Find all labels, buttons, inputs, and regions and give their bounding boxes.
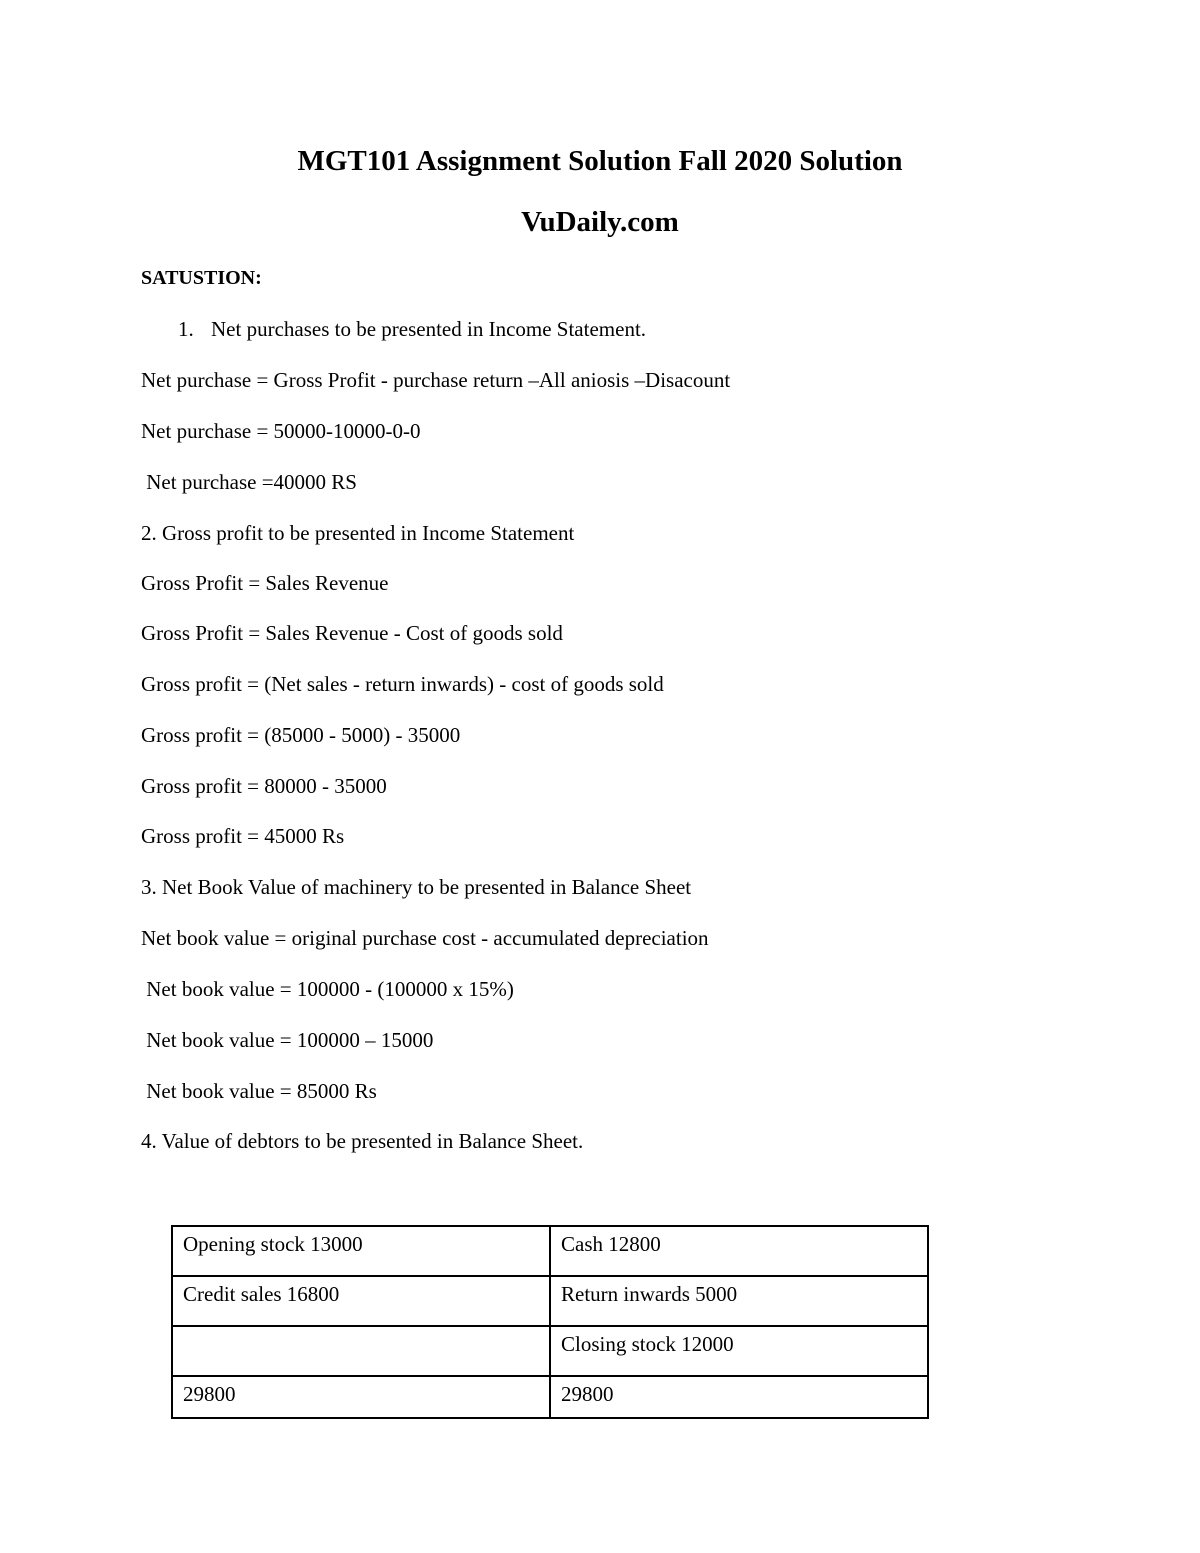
text-line: Net book value = 100000 – 15000 — [141, 1028, 434, 1052]
table-row — [172, 1226, 928, 1276]
table-cell: Cash 12800 — [550, 1226, 928, 1276]
table-cell: Closing stock 12000 — [550, 1326, 928, 1376]
text-line: 4. Value of debtors to be presented in Balance Sheet. — [141, 1129, 584, 1153]
table-cell: Credit sales 16800 — [172, 1276, 550, 1326]
debtors-table — [171, 1225, 929, 1419]
text-line: Net book value = 100000 - (100000 x 15%) — [141, 977, 514, 1001]
table-row — [172, 1326, 928, 1376]
table-cell: Opening stock 13000 — [172, 1226, 550, 1276]
text-line: Net purchase = Gross Profit - purchase return –All aniosis –Disacount — [141, 368, 731, 392]
table-cell: 29800 — [550, 1376, 928, 1418]
text-line: 2. Gross profit to be presented in Income Statement — [141, 521, 575, 545]
text-line: Gross profit = (Net sales - return inwards) - cost of goods sold — [141, 672, 664, 696]
list-item-text: Net purchases to be presented in Income Statement. — [211, 317, 647, 341]
text-line: Net purchase =40000 RS — [141, 470, 357, 494]
text-line: Net book value = 85000 Rs — [141, 1079, 377, 1103]
table-cell: Return inwards 5000 — [550, 1276, 928, 1326]
table-row-total — [172, 1376, 928, 1418]
text-line: Gross profit = 45000 Rs — [141, 824, 345, 848]
document-title: MGT101 Assignment Solution Fall 2020 Solution — [297, 145, 903, 177]
text-line: Gross Profit = Sales Revenue - Cost of goods sold — [141, 621, 563, 645]
text-line: Gross profit = (85000 - 5000) - 35000 — [141, 723, 461, 747]
table-row — [172, 1276, 928, 1326]
text-line: 3. Net Book Value of machinery to be presented in Balance Sheet — [141, 875, 692, 899]
text-line: Gross Profit = Sales Revenue — [141, 571, 389, 595]
text-line: Gross profit = 80000 - 35000 — [141, 774, 387, 798]
section-heading: SATUSTION: — [141, 267, 262, 289]
list-item-number: 1. — [178, 317, 194, 341]
document-subtitle: VuDaily.com — [521, 206, 679, 238]
table-cell: 29800 — [172, 1376, 550, 1418]
table-cell — [172, 1326, 550, 1376]
text-line: Net book value = original purchase cost - accumulated depreciation — [141, 926, 709, 950]
text-line: Net purchase = 50000-10000-0-0 — [141, 419, 421, 443]
